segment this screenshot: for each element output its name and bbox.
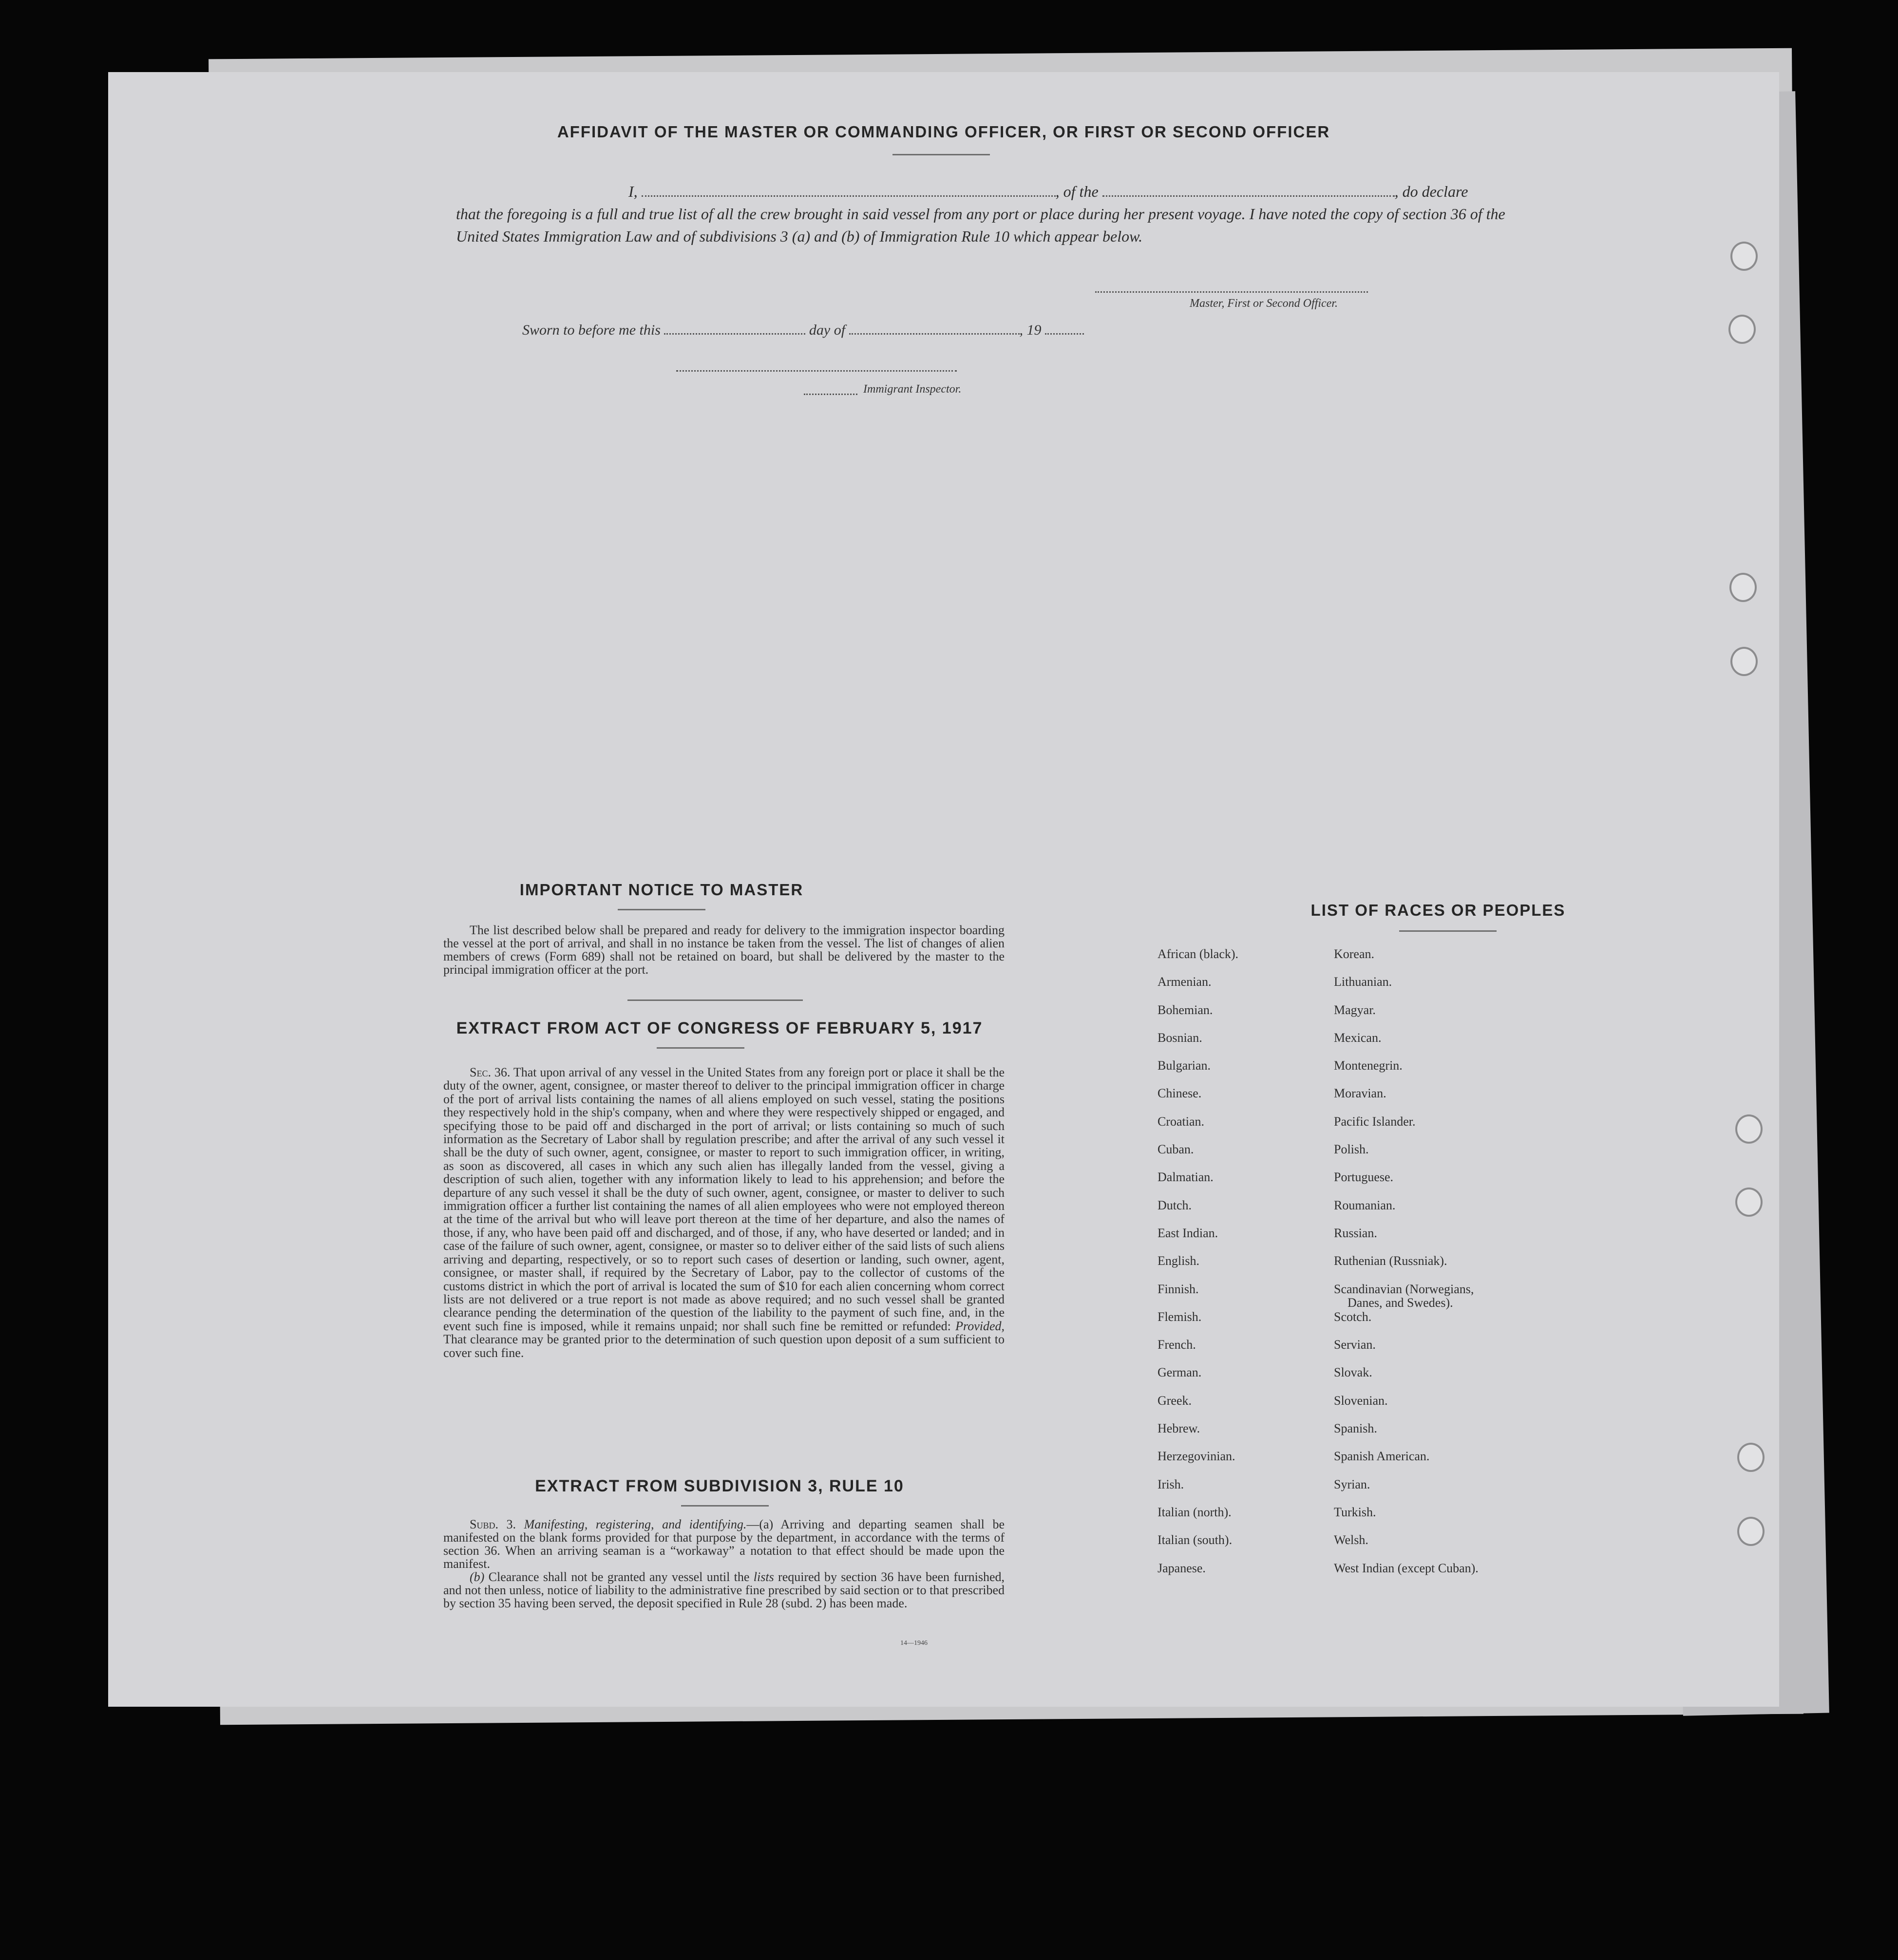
divider <box>681 1505 769 1507</box>
subdivision-para-a <box>443 1518 1005 1570</box>
divider <box>627 999 803 1001</box>
section-text: That upon arrival of any vessel in the United States from any foreign port or place it shall be the duty of the owner, agent, consignee, or master thereof to deliver to the principal immigration officer in charge of the port of arrival lists containing the names of all aliens employed on such vessel, stating the positions they respectively hold in the ship's company, when and where they were respectively shipped or engaged, and specifying those to be paid off and discharged in the port of arrival; or lists containing so much of such information as the Secretary of Labor shall by regulation prescribe; and after the arrival of any such vessel it shall be the duty of such owner, agent, consignee, or master to report to such immigration officer, in writing, as soon as discovered, all cases in which any such alien has illegally landed from the vessel, giving a description of such alien, together with any information likely to lead to his apprehension; and before the departure of any such vessel it shall be the duty of such owner, agent, consignee, or master to deliver to such immigration officer a further list containing the names of all alien employees who were not employed thereon at the time of the arrival but who will leave port thereon at the time of her departure, and also the names of those, if any, who have been paid off and discharged, and of those, if any, who have deserted or landed; and in case of the failure of such owner, agent, consignee, or master so to deliver either of the said lists of such aliens arriving and departing, respectively, or so to report such cases of desertion or landing, such owner, agent, consignee, or master shall, if required by the Secretary of Labor, pay to the collector of customs of the customs district in which the port of arrival is located the sum of $10 for each alien concerning whom correct lists are not delivered or a true report is not made as above required; and no such vessel shall be granted clearance pending the determination of the question of the liability to the payment of such fine, and, in the event such fine is imposed, while it remains unpaid; nor shall such fine be remitted or refunded: <box>443 1065 1005 1333</box>
para-b-lists: lists <box>753 1570 774 1584</box>
affidavit-title: AFFIDAVIT OF THE MASTER OR COMMANDING OFFICER, OR FIRST OR SECOND OFFICER <box>557 123 1330 141</box>
race-item-scandinavian <box>1334 1282 1479 1310</box>
race-item: Bosnian. <box>1158 1030 1202 1045</box>
punch-hole <box>1730 647 1758 676</box>
race-item: French. <box>1158 1338 1196 1352</box>
para-b-label: (b) <box>470 1570 485 1584</box>
race-item: Korean. <box>1334 947 1375 961</box>
race-item: Bohemian. <box>1158 1002 1213 1017</box>
sworn-day: day of <box>809 322 846 338</box>
divider <box>618 909 705 910</box>
race-item: Servian. <box>1334 1338 1376 1352</box>
race-item: German. <box>1158 1365 1202 1380</box>
race-item: Turkish. <box>1334 1505 1376 1519</box>
race-item: Finnish. <box>1158 1282 1199 1296</box>
race-item: Spanish American. <box>1334 1449 1430 1464</box>
race-item: Armenian. <box>1158 975 1212 989</box>
name-blank[interactable] <box>642 183 1056 197</box>
month-blank[interactable] <box>849 320 1020 335</box>
race-item: Flemish. <box>1158 1309 1202 1324</box>
notice-title: IMPORTANT NOTICE TO MASTER <box>519 881 804 899</box>
punch-hole <box>1735 1114 1763 1144</box>
races-column-1 <box>1158 947 1238 1589</box>
para-b-text-1: Clearance shall not be granted any vessel until the <box>488 1570 750 1584</box>
inspector-signature-line[interactable] <box>676 370 957 372</box>
race-item: Moravian. <box>1334 1086 1386 1101</box>
race-item: Lithuanian. <box>1334 975 1392 989</box>
section-text-end: That clearance may be granted prior to the determination of such question upon deposit of a sum sufficient to cover such fine. <box>443 1332 1005 1360</box>
races-column-2 <box>1334 947 1479 1589</box>
provided-label: Provided, <box>955 1319 1005 1333</box>
punch-hole <box>1729 573 1757 602</box>
race-item: Hebrew. <box>1158 1421 1200 1436</box>
race-item: Roumanian. <box>1334 1198 1396 1212</box>
race-item: Scandinavian (Norwegians, <box>1334 1282 1474 1296</box>
race-item: Irish. <box>1158 1477 1184 1491</box>
races-title: LIST OF RACES OR PEOPLES <box>1310 901 1566 919</box>
signature-label: Master, First or Second Officer. <box>1190 297 1338 310</box>
race-item: Dutch. <box>1158 1198 1192 1212</box>
race-item: Welsh. <box>1334 1533 1368 1547</box>
inspector-signature-line[interactable] <box>804 394 857 395</box>
race-item: Greek. <box>1158 1393 1192 1408</box>
race-item: Slovenian. <box>1334 1393 1388 1408</box>
race-item: Ruthenian (Russniak). <box>1334 1254 1447 1268</box>
race-item: Russian. <box>1334 1225 1377 1240</box>
divider <box>892 154 990 155</box>
notice-body: The list described below shall be prepared and ready for delivery to the immigration inspector boarding the vessel at the port of arrival, and shall in no instance be taken from the vessel. The list of changes of alien members of crews (Form 689) shall not be retained on board, but shall be delivered by the master to the principal immigration officer at the port. <box>443 923 1005 977</box>
punch-hole <box>1728 315 1756 344</box>
subdivision-heading: Manifesting, registering, and identifying. <box>524 1517 747 1531</box>
day-blank[interactable] <box>664 320 805 335</box>
race-item: Polish. <box>1334 1142 1369 1157</box>
race-item: Portuguese. <box>1334 1170 1394 1185</box>
punch-hole <box>1737 1443 1765 1472</box>
race-item: Japanese. <box>1158 1561 1206 1575</box>
form-number: 14—1946 <box>900 1640 928 1647</box>
affidavit-declare: , do declare <box>1394 183 1468 200</box>
race-item: Cuban. <box>1158 1142 1194 1157</box>
race-item: Mexican. <box>1334 1030 1382 1045</box>
act-body <box>443 1066 1005 1359</box>
affidavit-line1 <box>456 180 1528 203</box>
document-page <box>108 72 1779 1707</box>
race-item: Scotch. <box>1334 1309 1372 1324</box>
race-item: Bulgarian. <box>1158 1058 1211 1073</box>
affidavit-body: that the foregoing is a full and true list of all the crew brought in said vessel from any port or place during her present voyage. I have noted the copy of section 36 of the United States Immigration Law and of subdivisions 3 (a) and (b) of Immigration Rule 10 which appear below. <box>456 205 1505 245</box>
sworn-year: , 19 <box>1019 322 1042 338</box>
year-blank[interactable] <box>1045 320 1084 335</box>
race-item: Syrian. <box>1334 1477 1370 1491</box>
race-item: East Indian. <box>1158 1225 1218 1240</box>
race-item: Pacific Islander. <box>1334 1114 1416 1129</box>
race-item: Slovak. <box>1334 1365 1372 1380</box>
race-item: Croatian. <box>1158 1114 1205 1129</box>
race-item: African (black). <box>1158 947 1239 961</box>
race-item: English. <box>1158 1254 1199 1268</box>
inspector-label: Immigrant Inspector. <box>863 383 962 396</box>
divider <box>657 1047 744 1049</box>
race-item: Magyar. <box>1334 1002 1376 1017</box>
race-item: Chinese. <box>1158 1086 1202 1101</box>
race-item: Dalmatian. <box>1158 1170 1214 1185</box>
signature-line[interactable] <box>1095 291 1368 293</box>
divider <box>1399 930 1497 932</box>
subdivision-label: Subd. 3. <box>470 1517 516 1531</box>
sworn-line <box>522 320 1084 339</box>
race-item: Herzegovinian. <box>1158 1449 1235 1464</box>
vessel-blank[interactable] <box>1102 183 1395 197</box>
race-item: Spanish. <box>1334 1421 1377 1436</box>
para-b-text-2: required by section 36 have been furnished, and not then unless, notice of liability to the administrative fine prescribed by said section or to that prescribed by section 35 having been served, the deposit specified in Rule 28 (subd. 2) has been made. <box>443 1570 1005 1610</box>
affidavit-i: I, <box>628 183 638 200</box>
subdivision-title: EXTRACT FROM SUBDIVISION 3, RULE 10 <box>535 1477 904 1495</box>
punch-hole <box>1730 242 1758 271</box>
race-item: Italian (north). <box>1158 1505 1232 1519</box>
sworn-prefix: Sworn to before me this <box>522 322 661 338</box>
act-title: EXTRACT FROM ACT OF CONGRESS OF FEBRUARY 5, 1917 <box>456 1019 983 1037</box>
race-item-continued: Danes, and Swedes). <box>1348 1295 1453 1310</box>
affidavit-of-the: , of the <box>1055 183 1099 200</box>
subdivision-para-b <box>443 1570 1005 1610</box>
section-label: Sec. 36. <box>470 1065 511 1079</box>
race-item: West Indian (except Cuban). <box>1334 1561 1479 1575</box>
race-item: Montenegrin. <box>1334 1058 1403 1073</box>
punch-hole <box>1735 1187 1763 1217</box>
subdivision-body <box>443 1518 1005 1610</box>
subdivision-text-a: —(a) Arriving and departing seamen shall be manifested on the blank forms provided for that purpose by the department, in accordance with the terms of section 36. When an arriving seaman is a “workaway” a notation to that effect should be made upon the manifest. <box>443 1517 1005 1571</box>
race-item: Italian (south). <box>1158 1533 1233 1547</box>
punch-hole <box>1737 1517 1765 1546</box>
affidavit-text <box>456 180 1528 247</box>
